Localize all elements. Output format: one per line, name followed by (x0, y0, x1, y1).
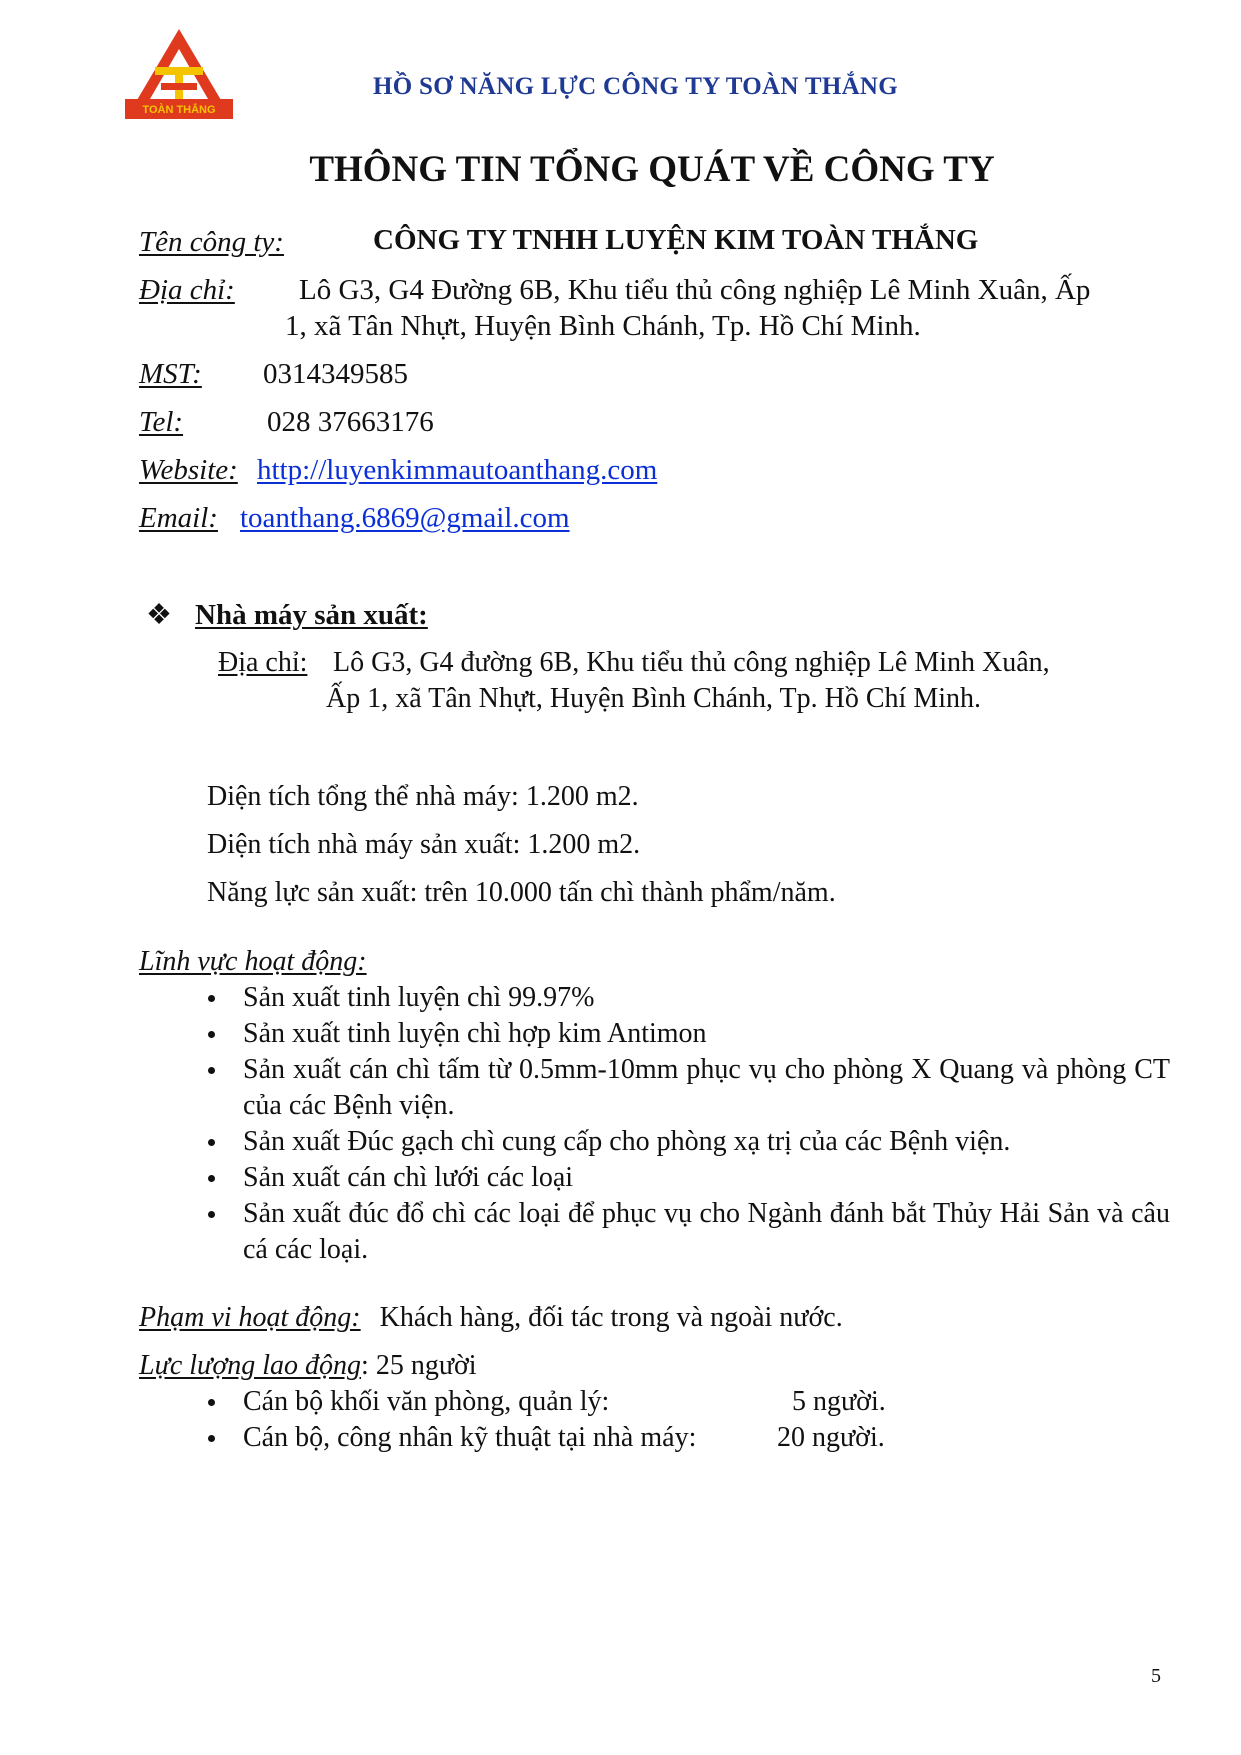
list-item: Sản xuất tinh luyện chì hợp kim Antimon (205, 1016, 1170, 1052)
workforce-row (139, 1348, 477, 1384)
factory-address-label: Địa chỉ: (218, 647, 308, 678)
list-item: Sản xuất cán chì tấm từ 0.5mm-10mm phục vụ cho phòng X Quang và phòng CT của các Bệnh viện. (205, 1052, 1170, 1124)
factory-address-line-2: Ấp 1, xã Tân Nhựt, Huyện Bình Chánh, Tp. Hồ Chí Minh. (326, 683, 982, 714)
factory-total-area: Diện tích tổng thể nhà máy: 1.200 m2. (207, 781, 639, 812)
list-item: Cán bộ, công nhân kỹ thuật tại nhà máy: 20 người. (205, 1420, 1170, 1456)
header-title: HỒ SƠ NĂNG LỰC CÔNG TY TOÀN THẮNG (373, 73, 899, 100)
tel-label: Tel: (139, 406, 184, 438)
bullet-dot-icon (208, 1175, 215, 1182)
factory-capacity: Năng lực sản xuất: trên 10.000 tấn chì thành phẩm/năm. (207, 877, 836, 908)
page-number: 5 (1151, 1665, 1161, 1687)
list-item: Sản xuất tinh luyện chì 99.97% (205, 980, 1170, 1016)
fields-list (205, 980, 1170, 1268)
bullet-dot-icon (208, 1435, 215, 1442)
factory-heading: Nhà máy sản xuất: (195, 599, 428, 631)
workforce-list (205, 1384, 1170, 1456)
website-link[interactable]: http://luyenkimmautoanthang.com (257, 454, 658, 486)
list-item: Sản xuất đúc đổ chì các loại để phục vụ cho Ngành đánh bắt Thủy Hải Sản và câu cá các loại. (205, 1196, 1170, 1268)
bullet-dot-icon (208, 1031, 215, 1038)
website-label: Website: (139, 454, 238, 486)
list-item: Sản xuất Đúc gạch chì cung cấp cho phòng xạ trị của các Bệnh viện. (205, 1124, 1170, 1160)
scope-row (139, 1300, 843, 1336)
company-name-label: Tên công ty: (139, 226, 284, 258)
page-title: THÔNG TIN TỔNG QUÁT VỀ CÔNG TY (309, 149, 995, 190)
address-line-2: 1, xã Tân Nhựt, Huyện Bình Chánh, Tp. Hồ Chí Minh. (285, 310, 921, 342)
scope-value: Khách hàng, đối tác trong và ngoài nước. (379, 1302, 843, 1333)
company-logo (125, 27, 233, 119)
diamond-bullet-icon: ❖ (146, 599, 172, 631)
company-name: CÔNG TY TNHH LUYỆN KIM TOÀN THẮNG (373, 224, 979, 256)
factory-production-area: Diện tích nhà máy sản xuất: 1.200 m2. (207, 829, 641, 860)
company-name-row (139, 224, 284, 260)
workforce-label: Lực lượng lao động (139, 1350, 362, 1381)
email-label: Email: (139, 502, 218, 534)
bullet-dot-icon (208, 995, 215, 1002)
list-item: Cán bộ khối văn phòng, quản lý: 5 người. (205, 1384, 1170, 1420)
address-line-1: Lô G3, G4 Đường 6B, Khu tiểu thủ công nghiệp Lê Minh Xuân, Ấp (299, 274, 1091, 306)
logo-text: TOÀN THẮNG (142, 104, 216, 116)
bullet-dot-icon (208, 1211, 215, 1218)
tax-label: MST: (139, 358, 202, 390)
bullet-dot-icon (208, 1139, 215, 1146)
bullet-dot-icon (208, 1399, 215, 1406)
email-link[interactable]: toanthang.6869@gmail.com (240, 502, 570, 534)
scope-label: Phạm vi hoạt động: (139, 1302, 361, 1333)
list-item: Sản xuất cán chì lưới các loại (205, 1160, 1170, 1196)
address-label: Địa chỉ: (139, 274, 235, 306)
tax-value: 0314349585 (263, 358, 408, 390)
workforce-value: : 25 người (361, 1350, 477, 1381)
factory-address-line-1: Lô G3, G4 đường 6B, Khu tiểu thủ công nghiệp Lê Minh Xuân, (333, 647, 1050, 678)
tel-value: 028 37663176 (267, 406, 434, 438)
fields-heading: Lĩnh vực hoạt động: (139, 946, 367, 977)
bullet-dot-icon (208, 1067, 215, 1074)
